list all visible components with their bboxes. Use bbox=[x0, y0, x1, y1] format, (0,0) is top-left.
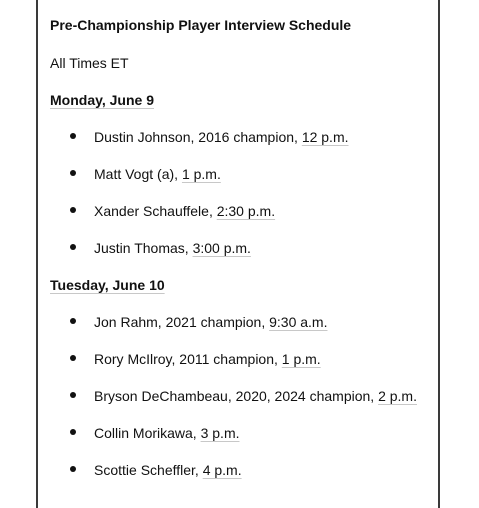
list-item bbox=[70, 351, 321, 367]
list-item bbox=[70, 388, 417, 404]
bullet-icon bbox=[70, 133, 76, 139]
interview-time-link[interactable]: 9:30 a.m. bbox=[269, 314, 328, 330]
interview-time-link[interactable]: 12 p.m. bbox=[301, 129, 349, 145]
interview-player: Scottie Scheffler, bbox=[94, 462, 203, 478]
list-item bbox=[70, 462, 242, 478]
list-item bbox=[70, 166, 221, 182]
interview-player: Rory McIlroy, 2011 champion, bbox=[94, 351, 282, 367]
bullet-icon bbox=[70, 392, 76, 398]
interview-player: Xander Schauffele, bbox=[94, 203, 217, 219]
interview-time-link[interactable]: 4 p.m. bbox=[202, 462, 242, 478]
page-title: Pre-Championship Player Interview Schedule bbox=[50, 17, 352, 33]
bullet-icon bbox=[70, 318, 76, 324]
interview-player: Dustin Johnson, 2016 champion, bbox=[94, 129, 302, 145]
interview-player: Justin Thomas, bbox=[94, 240, 193, 256]
interview-time-link[interactable]: 1 p.m. bbox=[181, 166, 221, 182]
bullet-icon bbox=[70, 429, 76, 435]
bullet-icon bbox=[70, 170, 76, 176]
timezone-note: All Times ET bbox=[50, 55, 129, 71]
bullet-icon bbox=[70, 244, 76, 250]
interview-time-link[interactable]: 1 p.m. bbox=[281, 351, 321, 367]
day-heading-tuesday: Tuesday, June 10 bbox=[50, 277, 165, 293]
interview-time-link[interactable]: 2:30 p.m. bbox=[216, 203, 276, 219]
interview-time-link[interactable]: 3:00 p.m. bbox=[192, 240, 251, 256]
list-item bbox=[70, 240, 251, 256]
interview-player: Jon Rahm, 2021 champion, bbox=[94, 314, 270, 330]
interview-player: Bryson DeChambeau, 2020, 2024 champion, bbox=[94, 388, 379, 404]
interview-player: Matt Vogt (a), bbox=[94, 166, 182, 182]
list-item bbox=[70, 425, 240, 441]
list-item bbox=[70, 129, 349, 145]
interview-time-link[interactable]: 2 p.m. bbox=[378, 388, 417, 404]
bullet-icon bbox=[70, 355, 76, 361]
list-item bbox=[70, 203, 275, 219]
bullet-icon bbox=[70, 466, 76, 472]
interview-time-link[interactable]: 3 p.m. bbox=[200, 425, 240, 441]
day-heading-monday: Monday, June 9 bbox=[50, 92, 154, 108]
interview-player: Collin Morikawa, bbox=[94, 425, 201, 441]
list-item bbox=[70, 314, 327, 330]
bullet-icon bbox=[70, 207, 76, 213]
